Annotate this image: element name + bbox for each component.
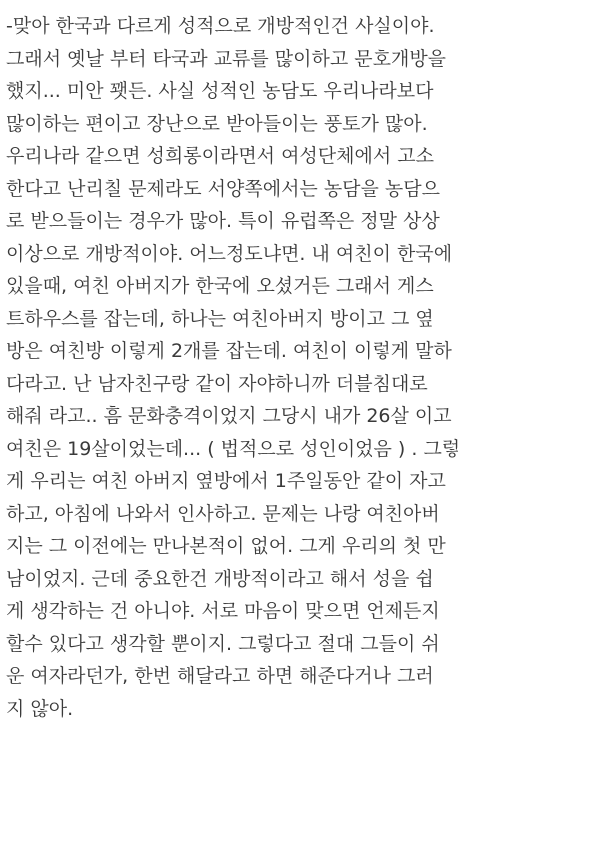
text-line: 이상으로 개방적이야. 어느정도냐면. 내 여친이 한국에	[6, 242, 453, 265]
text-line: 지는 그 이전에는 만나본적이 없어. 그게 우리의 첫 만	[6, 535, 446, 557]
text-line: 남이었지. 근데 중요한건 개방적이라고 해서 성을 쉽	[6, 567, 434, 590]
text-line: 하고, 아침에 나와서 인사하고. 문제는 나랑 여친아버	[6, 502, 440, 525]
text-line: 방은 여친방 이렇게 2개를 잡는데. 여친이 이렇게 말하	[6, 340, 452, 362]
text-line: 여친은 19살이었는데... ( 법적으로 성인이었음 ) . 그렇	[6, 437, 461, 460]
text-line: 게 우리는 여친 아버지 옆방에서 1주일동안 같이 자고	[6, 470, 446, 492]
text-line: 다라고. 난 남자친구랑 같이 자야하니까 더블침대로	[6, 372, 428, 395]
text-line: -맞아 한국과 다르게 성적으로 개방적인건 사실이야.	[6, 15, 435, 37]
text-line: 운 여자라던가, 한번 해달라고 하면 해준다거나 그러	[6, 665, 434, 687]
text-line: 해줘 라고.. 흠 문화충격이었지 그당시 내가 26살 이고	[6, 405, 452, 427]
text-line: 우리나라 같으면 성희롱이라면서 여성단체에서 고소	[6, 145, 434, 167]
text-line: 많이하는 편이고 장난으로 받아들이는 풍토가 많아.	[6, 112, 428, 135]
text-line: 한다고 난리칠 문제라도 서양쪽에서는 농담을 농담으	[6, 177, 440, 200]
text-line: 게 생각하는 건 아니야. 서로 마음이 맞으면 언제든지	[6, 600, 440, 622]
text-line: 트하우스를 잡는데, 하나는 여친아버지 방이고 그 옆	[6, 307, 434, 330]
text-line: 지 않아.	[6, 697, 74, 720]
text-line: 할수 있다고 생각할 뿐이지. 그렇다고 절대 그들이 쉬	[6, 632, 440, 655]
text-line: 했지... 미안 꽷든. 사실 성적인 농담도 우리나라보다	[6, 80, 434, 102]
text-line: 그래서 옛날 부터 타국과 교류를 많이하고 문호개방을	[6, 47, 447, 70]
text-line: 로 받으들이는 경우가 많아. 특이 유럽쪽은 정말 상상	[6, 210, 440, 232]
text-line: 있을때, 여친 아버지가 한국에 오셨거든 그래서 게스	[6, 275, 434, 297]
